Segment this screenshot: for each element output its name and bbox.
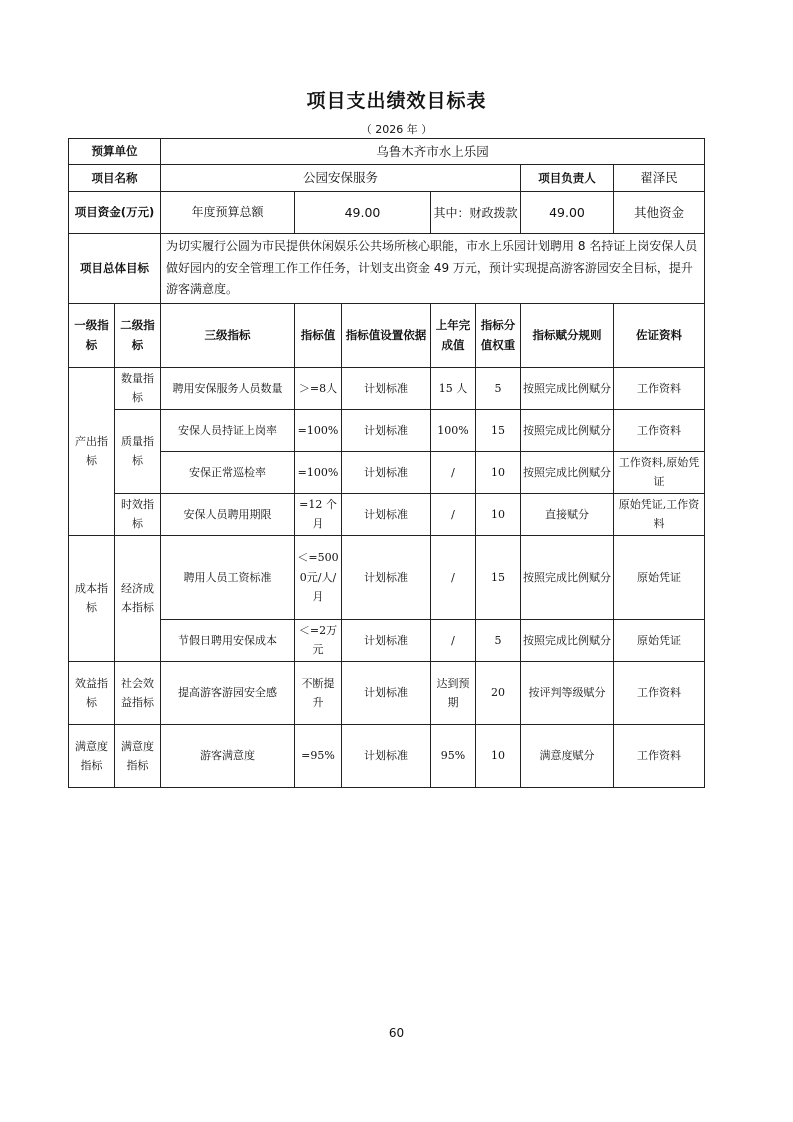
row-basis: 计划标准	[342, 409, 431, 451]
leader-label: 项目负责人	[521, 165, 614, 192]
group-output: 产出指标	[69, 367, 115, 535]
row-basis: 计划标准	[342, 724, 431, 787]
row-value: =100%	[295, 451, 342, 493]
row-name: 提高游客游园安全感	[161, 661, 295, 724]
row-weight: 5	[476, 367, 521, 409]
row-evidence: 工作资料	[614, 661, 705, 724]
row-weight: 20	[476, 661, 521, 724]
unit-row	[69, 139, 705, 165]
row-basis: 计划标准	[342, 619, 431, 661]
row-name: 节假日聘用安保成本	[161, 619, 295, 661]
row-evidence: 工作资料	[614, 724, 705, 787]
subgroup-quality: 质量指标	[115, 409, 161, 493]
row-last-year: 95%	[431, 724, 476, 787]
row-last-year: 15 人	[431, 367, 476, 409]
row-evidence: 原始凭证	[614, 619, 705, 661]
row-name: 安保人员持证上岗率	[161, 409, 295, 451]
table-row	[69, 451, 705, 493]
fiscal-fund-value: 49.00	[521, 192, 614, 234]
header-basis: 指标值设置依据	[342, 303, 431, 367]
row-name: 安保人员聘用期限	[161, 493, 295, 535]
header-weight: 指标分值权重	[476, 303, 521, 367]
annual-budget-label: 年度预算总额	[161, 192, 295, 234]
row-evidence: 工作资料	[614, 367, 705, 409]
page-title: 项目支出绩效目标表	[306, 90, 487, 112]
row-value: =95%	[295, 724, 342, 787]
row-rule: 按照完成比例赋分	[521, 535, 614, 619]
page-number: 60	[388, 1026, 405, 1040]
header-evidence: 佐证资料	[614, 303, 705, 367]
table-row	[69, 367, 705, 409]
row-weight: 10	[476, 724, 521, 787]
group-satisfaction: 满意度指标	[69, 724, 115, 787]
row-weight: 5	[476, 619, 521, 661]
unit-value: 乌鲁木齐市水上乐园	[161, 139, 705, 165]
year-label: （ 2026 年 ）	[360, 123, 433, 136]
fund-label: 项目资金(万元)	[69, 192, 161, 234]
group-cost: 成本指标	[69, 535, 115, 661]
row-rule: 按照完成比例赋分	[521, 367, 614, 409]
other-fund-label: 其他资金	[614, 192, 705, 234]
table-row	[69, 619, 705, 661]
row-evidence: 工作资料,原始凭证	[614, 451, 705, 493]
performance-table	[68, 138, 705, 788]
subgroup-social: 社会效益指标	[115, 661, 161, 724]
row-rule: 按照完成比例赋分	[521, 409, 614, 451]
row-rule: 满意度赋分	[521, 724, 614, 787]
row-basis: 计划标准	[342, 451, 431, 493]
row-value: =100%	[295, 409, 342, 451]
table-row	[69, 535, 705, 619]
row-basis: 计划标准	[342, 661, 431, 724]
project-name-row	[69, 165, 705, 192]
row-last-year: /	[431, 493, 476, 535]
row-name: 聘用人员工资标准	[161, 535, 295, 619]
goal-text: 为切实履行公圆为市民提供休闲娱乐公共场所核心职能，市水上乐园计划聘用 8 名持证上岗安保人员做好园内的安全管理工作工作任务，计划支出资金 49 万元，预计实现提高游客游园安全目标，提升游客满意度。	[161, 234, 705, 304]
row-name: 聘用安保服务人员数量	[161, 367, 295, 409]
table-header-row	[69, 303, 705, 367]
subgroup-economic: 经济成本指标	[115, 535, 161, 661]
subgroup-quantity: 数量指标	[115, 367, 161, 409]
row-last-year: 达到预期	[431, 661, 476, 724]
row-rule: 按照完成比例赋分	[521, 451, 614, 493]
row-last-year: 100%	[431, 409, 476, 451]
row-rule: 按照完成比例赋分	[521, 619, 614, 661]
row-weight: 10	[476, 451, 521, 493]
row-last-year: /	[431, 535, 476, 619]
leader-value: 翟泽民	[614, 165, 705, 192]
subgroup-time: 时效指标	[115, 493, 161, 535]
row-basis: 计划标准	[342, 535, 431, 619]
row-weight: 15	[476, 535, 521, 619]
header-level3: 三级指标	[161, 303, 295, 367]
unit-label: 预算单位	[69, 139, 161, 165]
table-row	[69, 409, 705, 451]
row-evidence: 工作资料	[614, 409, 705, 451]
project-name-value: 公园安保服务	[161, 165, 521, 192]
project-name-label: 项目名称	[69, 165, 161, 192]
table-row	[69, 724, 705, 787]
table-row	[69, 661, 705, 724]
goal-label: 项目总体目标	[69, 234, 161, 304]
header-level2: 二级指标	[115, 303, 161, 367]
row-value: ＜=5000元/人/月	[295, 535, 342, 619]
group-benefit: 效益指标	[69, 661, 115, 724]
row-last-year: /	[431, 451, 476, 493]
row-basis: 计划标准	[342, 493, 431, 535]
table-row	[69, 493, 705, 535]
row-evidence: 原始凭证,工作资料	[614, 493, 705, 535]
header-level1: 一级指标	[69, 303, 115, 367]
goal-row	[69, 234, 705, 304]
row-weight: 15	[476, 409, 521, 451]
row-name: 游客满意度	[161, 724, 295, 787]
row-weight: 10	[476, 493, 521, 535]
row-value: 不断提升	[295, 661, 342, 724]
row-name: 安保正常巡检率	[161, 451, 295, 493]
header-value: 指标值	[295, 303, 342, 367]
row-basis: 计划标准	[342, 367, 431, 409]
row-value: =12 个月	[295, 493, 342, 535]
row-evidence: 原始凭证	[614, 535, 705, 619]
subgroup-satisfaction: 满意度指标	[115, 724, 161, 787]
header-rule: 指标赋分规则	[521, 303, 614, 367]
fiscal-fund-label: 其中：财政拨款	[431, 192, 521, 234]
row-rule: 按评判等级赋分	[521, 661, 614, 724]
row-value: ＜=2万元	[295, 619, 342, 661]
row-rule: 直接赋分	[521, 493, 614, 535]
annual-budget-value: 49.00	[295, 192, 431, 234]
fund-row	[69, 192, 705, 234]
row-last-year: /	[431, 619, 476, 661]
row-value: ＞=8人	[295, 367, 342, 409]
header-last-year: 上年完成值	[431, 303, 476, 367]
